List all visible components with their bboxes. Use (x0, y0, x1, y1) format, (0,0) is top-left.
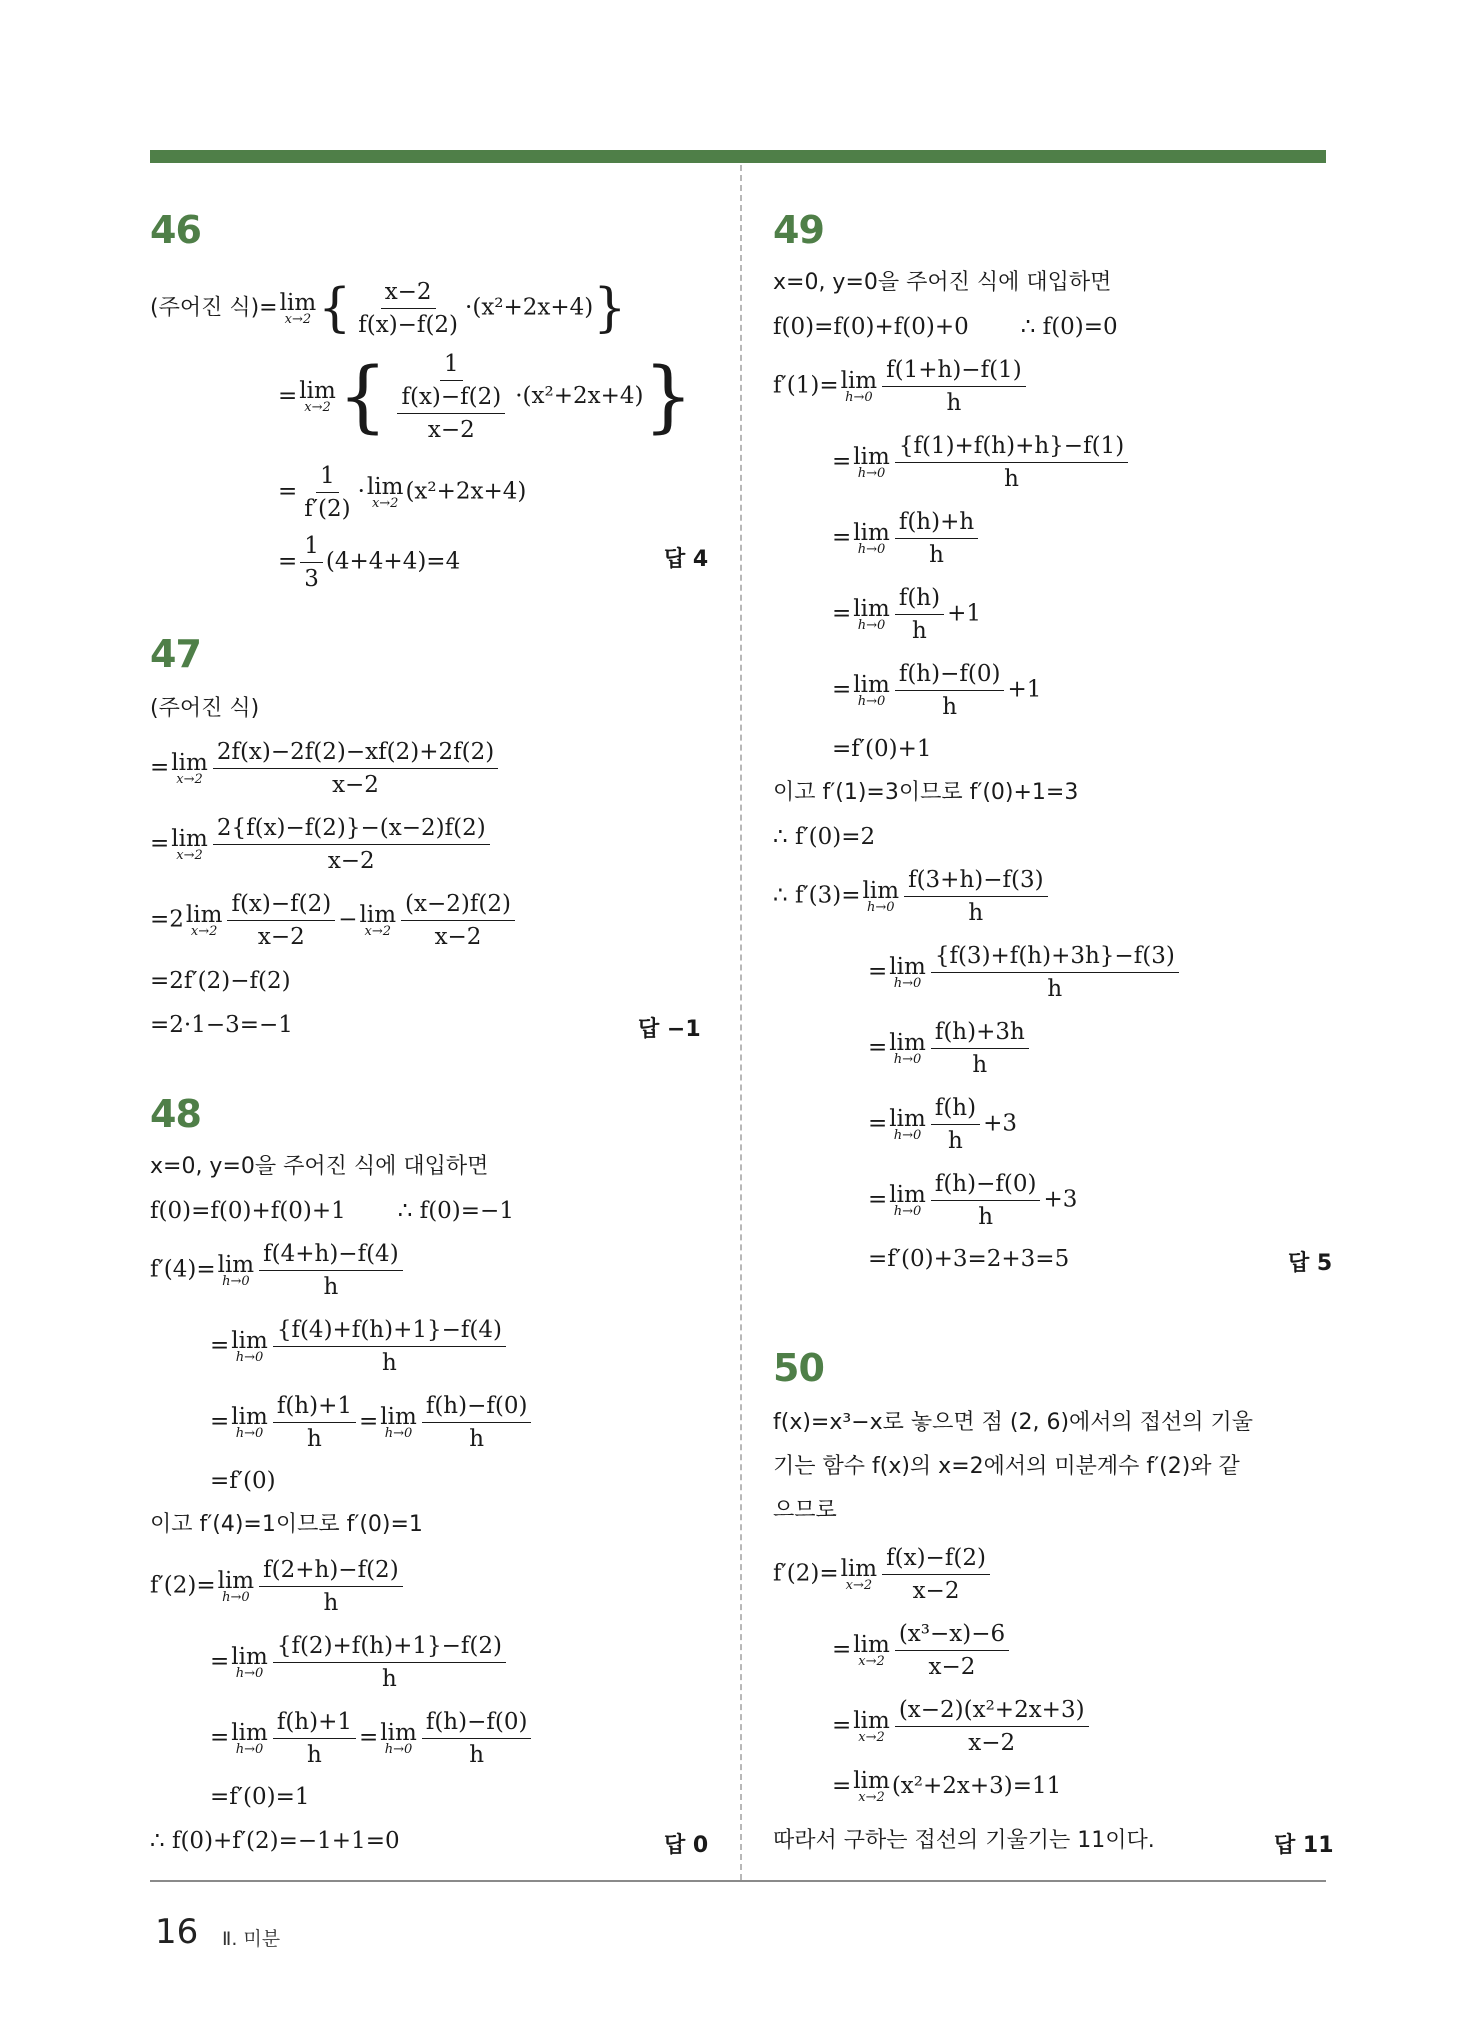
compound-fraction: $\frac{1}{\frac{f(x)-f(2)}{x-2}}$ (390, 350, 512, 444)
p48-line-2: f(0)=f(0)+f(0)+1 ∴ f(0)=−1 (150, 1198, 514, 1224)
p48-line-12: ∴ f(0)+f′(2)=−1+1=0 (150, 1828, 400, 1854)
p48-line-10: = lim h→0 $\frac{f(h)+1}{h}$ = lim h→0 $\frac{f(h)-f(0)}{h}$ (210, 1708, 534, 1769)
footer-rule (150, 1880, 1326, 1882)
p49-line-16: =f′(0)+3=2+3=5 (868, 1246, 1070, 1272)
p48-line-6: =f′(0) (210, 1468, 276, 1494)
p49-line-2: f(0)=f(0)+f(0)+0 ∴ f(0)=0 (773, 314, 1118, 340)
p46-line-1: (주어진 식)= lim x→2 { $\frac{x-2}{f(x)-f(2)}$ ·(x²+2x+4)} (150, 278, 627, 339)
p48-line-3: f′(4)= lim h→0 $\frac{f(4+h)-f(4)}{h}$ (150, 1240, 406, 1301)
p47-line-3: = lim x→2 $\frac{2\{f(x)-f(2)\}-(x-2)f(2)}{x-2}$ (150, 814, 493, 875)
p49-line-12: = lim h→0 $\frac{\{f(3)+f(h)+3h\}-f(3)}{h}$ (868, 942, 1182, 1003)
p47-line-6: =2·1−3=−1 (150, 1012, 293, 1038)
p49-line-9: 이고 f′(1)=3이므로 f′(0)+1=3 (773, 780, 1079, 805)
p48-line-9: = lim h→0 $\frac{\{f(2)+f(h)+1\}-f(2)}{h}$ (210, 1632, 509, 1693)
p50-text-2: 기는 함수 f(x)의 x=2에서의 미분계수 f′(2)와 같 (773, 1454, 1240, 1479)
problem-number-50: 50 (773, 1346, 824, 1390)
p50-line-1: f′(2)= lim x→2 $\frac{f(x)-f(2)}{x-2}$ (773, 1544, 993, 1605)
top-green-bar (150, 150, 1326, 163)
p50-line-3: = lim x→2 $\frac{\text{(x−2)(x²+2x+3)}}{x-2}$ (832, 1696, 1092, 1757)
p50-conclusion: 따라서 구하는 접선의 기울기는 11이다. (773, 1828, 1155, 1853)
fraction: $\frac{x-2}{f(x)-f(2)}$ (358, 279, 459, 338)
p50-line-2: = lim x→2 $\frac{\text{(x³−x)−6}}{x-2}$ (832, 1620, 1012, 1681)
p49-line-13: = lim h→0 $\frac{f(h)+3h}{h}$ (868, 1018, 1032, 1079)
page-number: 16 (155, 1912, 199, 1952)
p49-line-8: =f′(0)+1 (832, 736, 932, 762)
problem-number-47: 47 (150, 632, 201, 676)
p48-line-1: x=0, y=0을 주어진 식에 대입하면 (150, 1154, 489, 1179)
p47-line-1: (주어진 식) (150, 696, 260, 721)
p49-answer: 답 5 (1288, 1251, 1333, 1276)
p48-line-5: = lim h→0 $\frac{f(h)+1}{h}$ = lim h→0 $\frac{f(h)-f(0)}{h}$ (210, 1392, 534, 1453)
p49-line-5: = lim h→0 $\frac{f(h)+h}{h}$ (832, 508, 981, 569)
p49-line-7: = lim h→0 $\frac{f(h)-f(0)}{h}$ +1 (832, 661, 1042, 720)
p49-line-3: f′(1)= lim h→0 $\frac{f(1+h)-f(1)}{h}$ (773, 356, 1029, 417)
p50-line-4: = lim x→2 (x²+2x+3)=11 (832, 1768, 1062, 1805)
p48-line-11: =f′(0)=1 (210, 1784, 310, 1810)
p47-line-5: =2f′(2)−f(2) (150, 968, 291, 994)
column-divider (740, 165, 742, 1880)
p50-answer: 답 11 (1274, 1833, 1334, 1858)
problem-number-49: 49 (773, 208, 824, 252)
p48-line-7: 이고 f′(4)=1이므로 f′(0)=1 (150, 1512, 423, 1537)
problem-number-46: 46 (150, 208, 201, 252)
p47-answer: 답 −1 (638, 1017, 701, 1042)
p50-text-1: f(x)=x³−x로 놓으면 점 (2, 6)에서의 접선의 기울 (773, 1410, 1254, 1435)
p46-answer: 답 4 (664, 547, 709, 572)
lim: lim x→2 (279, 289, 317, 327)
section-title: Ⅱ. 미분 (222, 1928, 281, 1950)
p47-line-2: = lim x→2 $\frac{2f(x)-2f(2)-xf(2)+2f(2)}{x-2}$ (150, 738, 501, 799)
p48-line-8: f′(2)= lim h→0 $\frac{f(2+h)-f(2)}{h}$ (150, 1556, 406, 1617)
p46-line-4: = $\frac{1}{3}$ (4+4+4)=4 (278, 533, 461, 592)
problem-number-48: 48 (150, 1092, 201, 1136)
p49-line-11: ∴ f′(3)= lim h→0 $\frac{f(3+h)-f(3)}{h}$ (773, 866, 1051, 927)
p46-line-3: = $\frac{1}{f'(2)}$ · lim x→2 (x²+2x+4) (278, 463, 527, 522)
p49-line-4: = lim h→0 $\frac{\{f(1)+f(h)+h\}-f(1)}{h}$ (832, 432, 1131, 493)
p49-line-14: = lim h→0 $\frac{f(h)}{h}$ +3 (868, 1095, 1017, 1154)
p48-line-4: = lim h→0 $\frac{\{f(4)+f(h)+1\}-f(4)}{h}$ (210, 1316, 509, 1377)
p46-line-2: = lim x→2 { $\frac{1}{\frac{f(x)-f(2)}{x-2}}$ ·(x²+2x+4)} (278, 351, 694, 443)
p49-line-15: = lim h→0 $\frac{f(h)-f(0)}{h}$ +3 (868, 1171, 1078, 1230)
p49-line-6: = lim h→0 $\frac{f(h)}{h}$ +1 (832, 585, 981, 644)
p46-given: (주어진 식)= (150, 295, 278, 321)
p48-answer: 답 0 (664, 1833, 709, 1858)
p49-line-1: x=0, y=0을 주어진 식에 대입하면 (773, 270, 1112, 295)
p50-text-3: 으므로 (773, 1498, 837, 1523)
p49-line-10: ∴ f′(0)=2 (773, 824, 876, 850)
p47-line-4: =2 lim x→2 $\frac{f(x)-f(2)}{x-2}$ − lim x→2 $\frac{(x-2)f(2)}{x-2}$ (150, 890, 518, 951)
